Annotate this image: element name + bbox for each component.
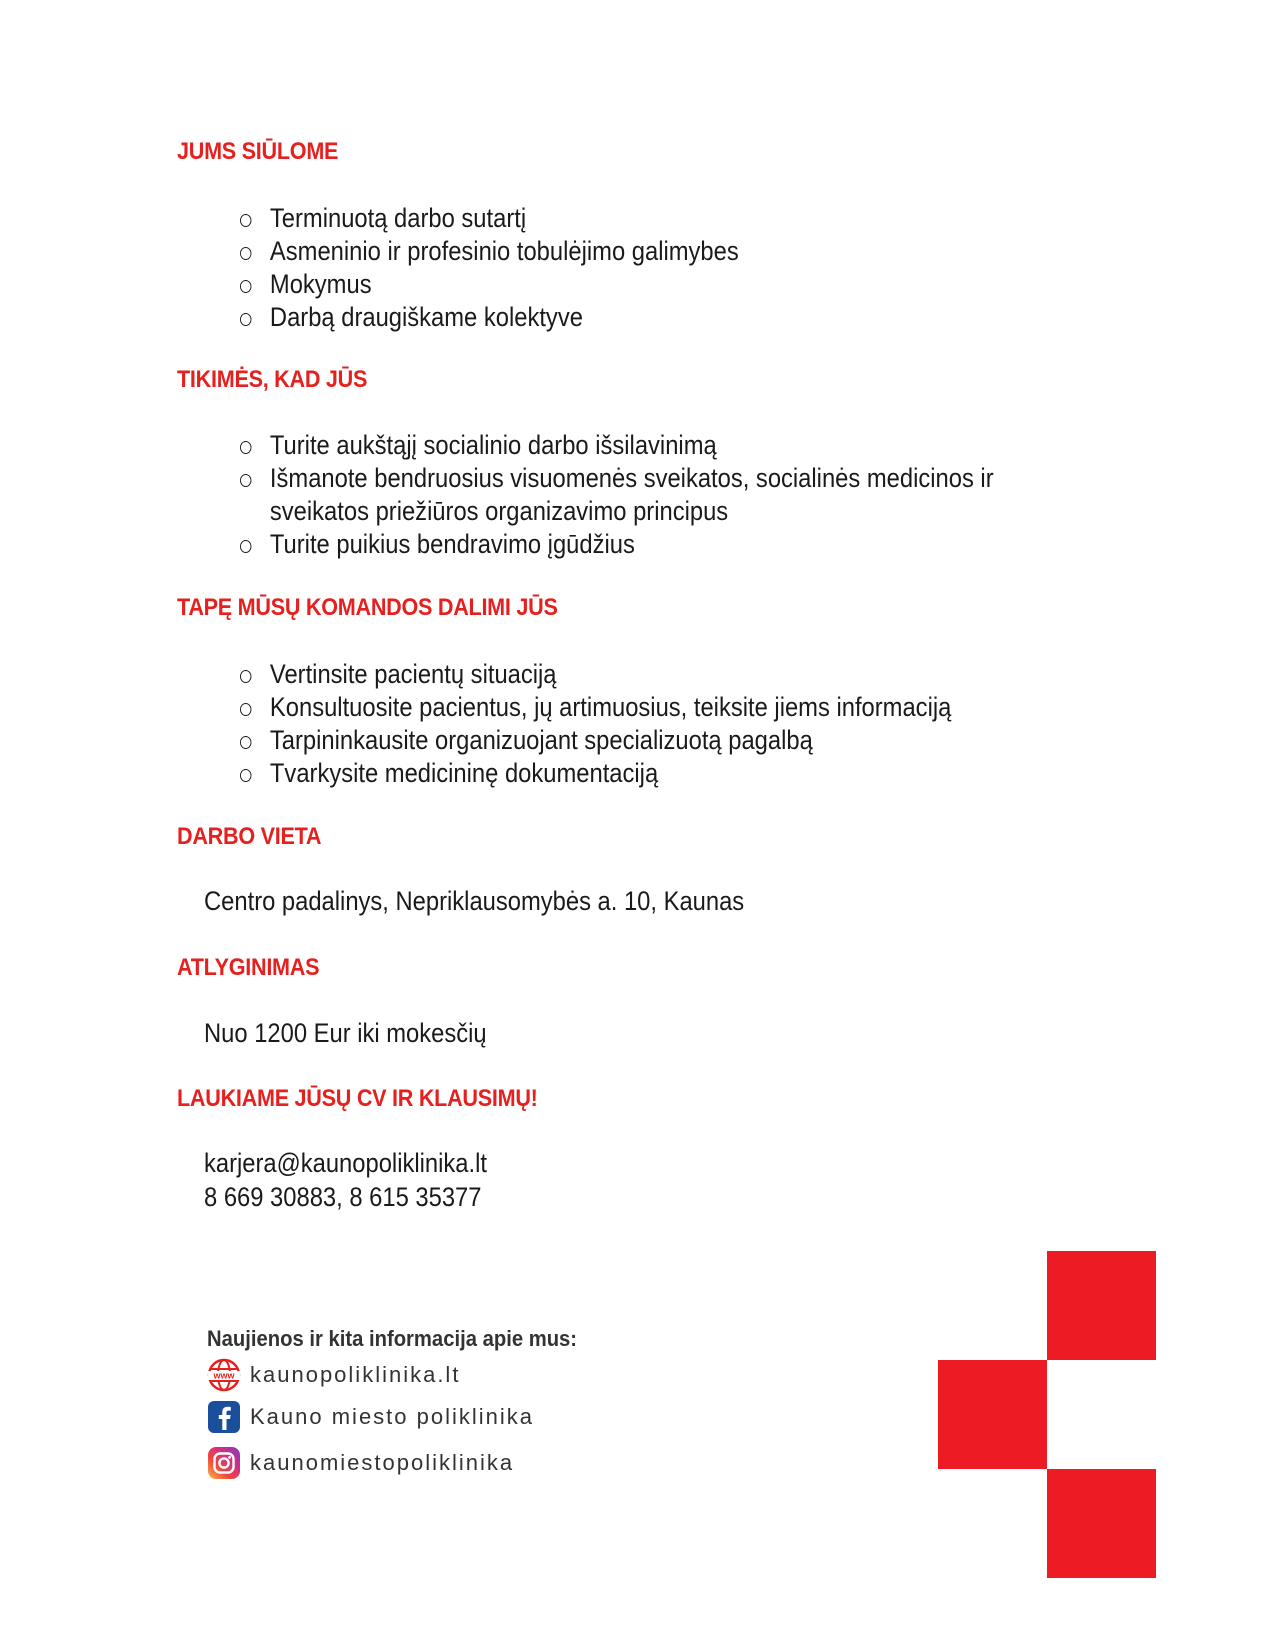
circle-bullet-icon: [240, 474, 251, 487]
expect-heading: TIKIMĖS, KAD JŪS: [177, 366, 368, 393]
instagram-link-text[interactable]: kaunomiestopoliklinika: [250, 1450, 515, 1475]
offer-heading: JUMS SIŪLOME: [177, 138, 339, 165]
www-icon-label: www: [213, 1370, 235, 1381]
list-item: Turite puikius bendravimo įgūdžius: [240, 528, 1062, 561]
salary-heading: ATLYGINIMAS: [177, 954, 320, 981]
list-item: Asmeninio ir profesinio tobulėjimo galimybes: [240, 235, 1062, 268]
list-item: Turite aukštąjį socialinio darbo išsilavinimą: [240, 429, 1062, 462]
circle-bullet-icon: [240, 703, 251, 716]
contact-email[interactable]: karjera@kaunopoliklinika.lt: [204, 1148, 487, 1178]
circle-bullet-icon: [240, 540, 251, 553]
list-item: Mokymus: [240, 268, 1062, 301]
instagram-icon: [207, 1446, 241, 1480]
circle-bullet-icon: [240, 441, 251, 454]
instagram-link[interactable]: [207, 1446, 514, 1480]
duties-heading: TAPĘ MŪSŲ KOMANDOS DALIMI JŪS: [177, 594, 558, 621]
circle-bullet-icon: [240, 769, 251, 782]
decor-square-top: [1047, 1251, 1156, 1360]
circle-bullet-icon: [240, 214, 251, 227]
list-item: Išmanote bendruosius visuomenės sveikatos, socialinės medicinos ir sveikatos priežiūros organizavimo principus: [240, 462, 1062, 528]
list-item: Darbą draugiškame kolektyve: [240, 301, 1062, 334]
www-globe-icon: [207, 1358, 241, 1392]
website-link-text[interactable]: kaunopoliklinika.lt: [250, 1362, 461, 1387]
decor-square-middle: [938, 1360, 1047, 1469]
circle-bullet-icon: [240, 313, 251, 326]
list-item: Konsultuosite pacientus, jų artimuosius, teiksite jiems informaciją: [240, 691, 1062, 724]
footer-title: Naujienos ir kita informacija apie mus:: [207, 1326, 578, 1351]
circle-bullet-icon: [240, 247, 251, 260]
expect-list: [240, 429, 1060, 561]
offer-list: [240, 202, 1060, 334]
website-link[interactable]: [207, 1358, 460, 1392]
facebook-link[interactable]: [207, 1400, 534, 1434]
list-item: Tarpininkausite organizuojant specializuotą pagalbą: [240, 724, 1062, 757]
workplace-address: Centro padalinys, Nepriklausomybės a. 10, Kaunas: [204, 886, 745, 916]
decor-square-bottom: [1047, 1469, 1156, 1578]
list-item: Vertinsite pacientų situaciją: [240, 658, 1062, 691]
contact-phones: 8 669 30883, 8 615 35377: [204, 1182, 482, 1212]
duties-list: [240, 658, 1060, 790]
facebook-icon: [207, 1400, 241, 1434]
circle-bullet-icon: [240, 736, 251, 749]
workplace-heading: DARBO VIETA: [177, 823, 322, 850]
circle-bullet-icon: [240, 670, 251, 683]
list-item: Tvarkysite medicininę dokumentaciją: [240, 757, 1062, 790]
salary-text: Nuo 1200 Eur iki mokesčių: [204, 1018, 487, 1048]
contact-heading: LAUKIAME JŪSŲ CV IR KLAUSIMŲ!: [177, 1085, 538, 1112]
circle-bullet-icon: [240, 280, 251, 293]
facebook-link-text[interactable]: Kauno miesto poliklinika: [250, 1404, 535, 1429]
list-item: Terminuotą darbo sutartį: [240, 202, 1062, 235]
